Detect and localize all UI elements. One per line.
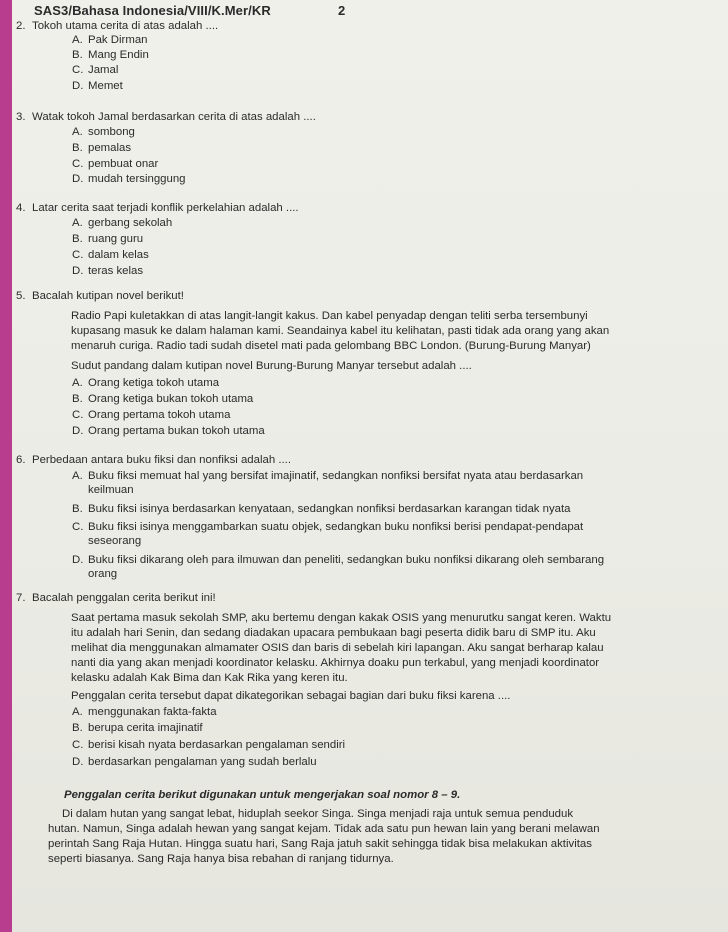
- question-number: 6.: [16, 454, 26, 466]
- story-excerpt-line-3: melihat dia menggunakan almamater OSIS dan baris di sebelah kiri lapangan. Aku sangat berharap kalau: [71, 642, 604, 654]
- question-text: Bacalah penggalan cerita berikut ini!: [32, 592, 216, 604]
- question-number: 3.: [16, 111, 26, 123]
- story-excerpt-line-2: itu adalah hari Senin, dan sedang diadakan upacara pembukaan bagi peserta didik baru di SMP itu. Aku: [71, 627, 596, 639]
- story-excerpt-line-1: Saat pertama masuk sekolah SMP, aku bertemu dengan kakak OSIS yang menurutku sangat keren. Waktu: [71, 612, 612, 624]
- header-title: SAS3/Bahasa Indonesia/VIII/K.Mer/KR: [34, 3, 271, 18]
- question-number: 4.: [16, 202, 26, 214]
- novel-excerpt-line-2: kupasang masuk ke dalam halaman kami. Seandainya kabel itu kelihatan, pasti tidak ada orang yang akan: [71, 325, 610, 337]
- question-text: Latar cerita saat terjadi konflik perkelahian adalah ....: [32, 202, 299, 214]
- story-line-4: seperti biasanya. Sang Raja hanya bisa rebahan di ranjang tidurnya.: [48, 853, 394, 865]
- question-text: Perbedaan antara buku fiksi dan nonfiksi adalah ....: [32, 454, 291, 466]
- question-number: 7.: [16, 592, 26, 604]
- novel-excerpt-line-3: menaruh curiga. Radio tadi sudah disetel mati pada gelombang BBC London. (Burung-Burung Manyar): [71, 340, 591, 352]
- page-number: 2: [338, 3, 346, 18]
- question-number: 5.: [16, 290, 26, 302]
- question-text: Tokoh utama cerita di atas adalah ....: [32, 20, 219, 32]
- question-7-prompt: Penggalan cerita tersebut dapat dikategorikan sebagai bagian dari buku fiksi karena ....: [71, 690, 511, 702]
- story-excerpt-line-5: kelasku adalah Kak Bima dan Kak Rika yang keren itu.: [71, 672, 348, 684]
- story-excerpt-line-4: nanti dia yang akan menjadi koordinator kelasku. Akhirnya doaku pun terkabul, yang menjadi koordinator: [71, 657, 600, 669]
- question-text: Watak tokoh Jamal berdasarkan cerita di atas adalah ....: [32, 111, 316, 123]
- story-line-1: Di dalam hutan yang sangat lebat, hiduplah seekor Singa. Singa menjadi raja untuk semua penduduk: [62, 808, 574, 820]
- question-number: 2.: [16, 20, 26, 32]
- story-line-3: perintah Sang Raja Hutan. Hingga suatu hari, Sang Raja jatuh sakit sehingga tidak bisa melakukan aktivitas: [48, 838, 592, 850]
- story-line-2: hutan. Namun, Singa adalah hewan yang sangat kejam. Tidak ada satu pun hewan lain yang berani melawan: [48, 823, 600, 835]
- question-text: Bacalah kutipan novel berikut!: [32, 290, 184, 302]
- section-intro: Penggalan cerita berikut digunakan untuk mengerjakan soal nomor 8 – 9.: [64, 789, 461, 801]
- question-5-prompt: Sudut pandang dalam kutipan novel Burung-Burung Manyar tersebut adalah ....: [71, 360, 472, 372]
- novel-excerpt-line-1: Radio Papi kuletakkan di atas langit-langit kakus. Dan kabel penyadap dengan teliti serba tersembunyi: [71, 310, 588, 322]
- worksheet-page: SAS3/Bahasa Indonesia/VIII/K.Mer/KR 2 2. Tokoh utama cerita di atas adalah .... A. Pak Dirman B. Mang Endin C. Jamal D. Memet 3. Watak tokoh Jamal berdasarkan cerita di atas adalah .... A. sombong B. pemalas C. pembuat onar D. mudah tersinggung 4. Latar cerita saat terjadi konflik perkelahian adalah .... A. gerbang sekolah B. ruang guru C. dalam kelas D. teras kelas 5. Bacalah kutipan novel berikut! Radio Papi kuletakkan di atas langit-langit kakus. Dan kabel penyadap dengan teliti serba tersembunyi kupasang masuk ke dalam halaman kami. Seandainya kabel itu kelihatan, pasti tidak ada orang yang akan menaruh curiga. Radio tadi sudah disetel mati pada gelombang BBC London. (Burung-Burung Manyar) Sudut pandang dalam kutipan novel Burung-Burung Manyar tersebut adalah .... A. Orang ketiga tokoh utama B. Orang ketiga bukan tokoh utama C. Orang pertama tokoh utama D. Orang pertama bukan tokoh utama 6. Perbedaan antara buku fiksi dan nonfiksi adalah .... A. Buku fiksi memuat hal yang bersifat imajinatif, sedangkan nonfiksi bersifat nyata atau berdasarkan keilmuan B. Buku fiksi isinya berdasarkan kenyataan, sedangkan nonfiksi berdasarkan karangan tidak nyata C. Buku fiksi isinya menggambarkan suatu objek, sedangkan buku nonfiksi berisi pendapat-pendapat seseorang D. Buku fiksi dikarang oleh para ilmuwan dan peneliti, sedangkan buku nonfiksi dikarang oleh sembarang orang 7. Bacalah penggalan cerita berikut ini! Saat pertama masuk sekolah SMP, aku bertemu dengan kakak OSIS yang menurutku sangat keren. Waktu itu adalah hari Senin, dan sedang diadakan upacara pembukaan bagi peserta didik baru di SMP itu. Aku melihat dia menggunakan almamater OSIS dan baris di sebelah kiri lapangan. Aku sangat berharap kalau nanti dia yang akan menjadi koordinator kelasku. Akhirnya doaku pun terkabul, yang menjadi koordinator kelasku adalah Kak Bima dan Kak Rika yang keren itu. Penggalan cerita tersebut dapat dikategorikan sebagai bagian dari buku fiksi karena .... A. menggunakan fakta-fakta B. berupa cerita imajinatif C. berisi kisah nyata berdasarkan pengalaman sendiri D. berdasarkan pengalaman yang sudah berlalu Penggalan cerita berikut digunakan untuk mengerjakan soal nomor 8 – 9. Di dalam hutan yang sangat lebat, hiduplah seekor Singa. Singa menjadi raja untuk semua penduduk hutan. Namun, Singa adalah hewan yang sangat kejam. Tidak ada satu pun hewan lain yang berani melawan perintah Sang Raja Hutan. Hingga suatu hari, Sang Raja jatuh sakit sehingga tidak bisa melakukan aktivitas seperti biasanya. Sang Raja hanya bisa rebahan di ranjang tidurnya.: [12, 0, 728, 932]
